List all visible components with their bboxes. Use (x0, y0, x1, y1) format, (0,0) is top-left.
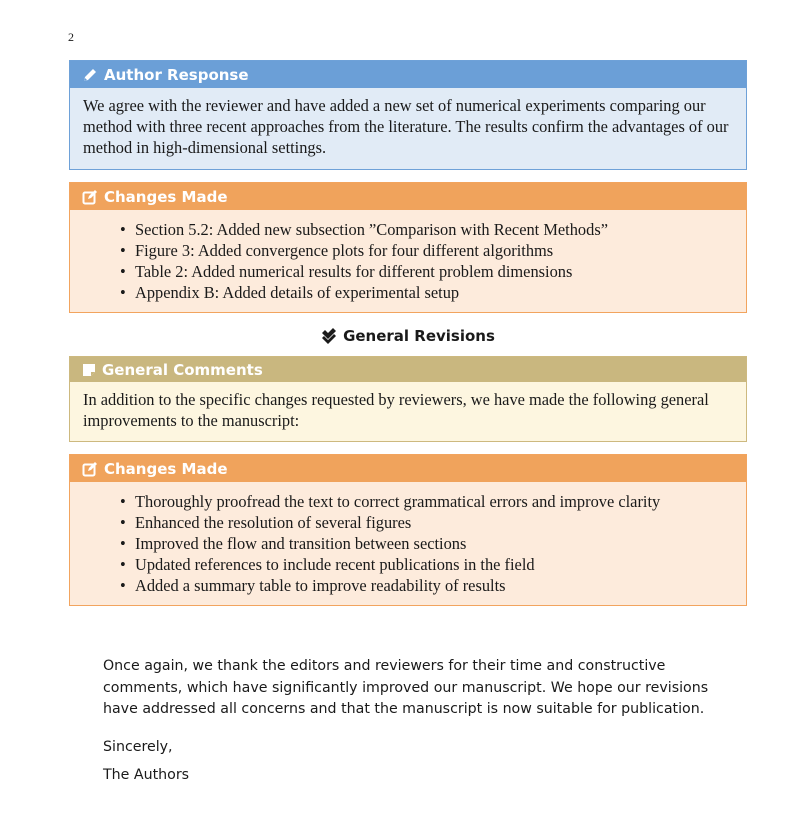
general-revisions-title: General Revisions (343, 327, 495, 345)
closing-text: Once again, we thank the editors and reviewers for their time and constructive comments, which have significantly improved our manuscript. We hope our revisions have addressed all concerns and that the manuscript is now suitable for publication. (103, 658, 709, 717)
changes-made-title-1: Changes Made (104, 187, 228, 206)
list-item: • Updated references to include recent publications in the field (135, 554, 746, 575)
author-response-title: Author Response (104, 65, 249, 84)
general-comments-header (70, 357, 746, 382)
list-item: • Figure 3: Added convergence plots for four different algorithms (135, 240, 746, 261)
changes-made-title-2: Changes Made (104, 459, 228, 478)
pencil-icon (82, 67, 98, 83)
edit-icon (82, 461, 98, 477)
changes-made-box-2 (69, 454, 747, 606)
author-response-header (70, 61, 746, 88)
page-number: 2 (68, 30, 74, 44)
list-item: • Thoroughly proofread the text to correct grammatical errors and improve clarity (135, 491, 746, 512)
general-comments-title: General Comments (102, 360, 263, 379)
list-item: • Appendix B: Added details of experimental setup (135, 282, 746, 303)
list-item: • Table 2: Added numerical results for different problem dimensions (135, 261, 746, 282)
edit-icon (82, 189, 98, 205)
signature: The Authors (103, 767, 190, 783)
list-item: • Enhanced the resolution of several figures (135, 512, 746, 533)
changes-made-header-1 (70, 183, 746, 210)
list-item: • Added a summary table to improve readability of results (135, 575, 746, 596)
general-comments-text: In addition to the specific changes requested by reviewers, we have made the following general improvements to the manuscript: (83, 390, 709, 430)
closing-paragraph (103, 656, 723, 721)
double-check-icon (321, 328, 337, 344)
changes-list-2 (70, 482, 746, 596)
general-comments-box (69, 356, 747, 442)
general-revisions-heading (0, 327, 800, 345)
changes-made-header-2 (70, 455, 746, 482)
list-item: • Improved the flow and transition between sections (135, 533, 746, 554)
changes-list-1 (70, 210, 746, 303)
note-icon (82, 363, 96, 377)
author-response-box (69, 60, 747, 170)
list-item: • Section 5.2: Added new subsection ”Comparison with Recent Methods” (135, 219, 746, 240)
changes-made-box-1 (69, 182, 747, 313)
salutation: Sincerely, (103, 739, 173, 755)
author-response-text: We agree with the reviewer and have added a new set of numerical experiments comparing our method with three recent approaches from the literature. The results confirm the advantages of our method in high-dimensional settings. (83, 96, 729, 157)
